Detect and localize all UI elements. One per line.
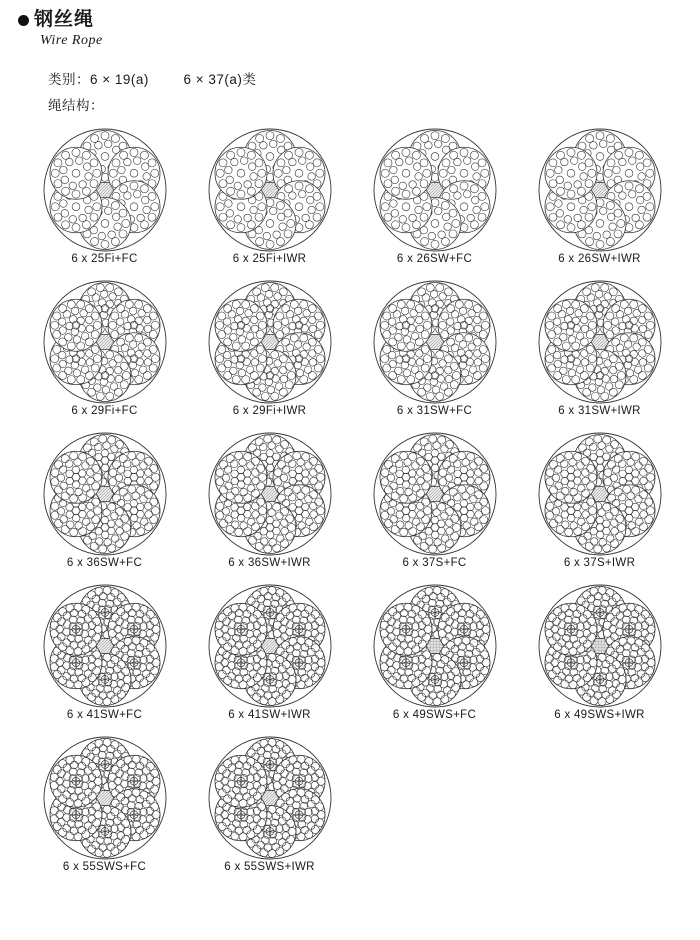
rope-cross-section-diagram — [40, 733, 170, 863]
rope-cross-section-diagram — [535, 429, 665, 559]
rope-caption: 6 x 49SWS+IWR — [554, 709, 645, 721]
rope-caption: 6 x 41SW+FC — [66, 709, 143, 721]
rope-cross-section-diagram — [205, 429, 335, 559]
category-text: 类别：6 × 19(a) — [48, 71, 149, 87]
rope-cell — [187, 277, 352, 429]
title-row — [18, 10, 700, 31]
rope-cell — [517, 277, 682, 429]
rope-caption: 6 x 25Fi+FC — [71, 253, 138, 265]
rope-caption: 6 x 31SW+FC — [396, 405, 473, 417]
bullet-dot-icon — [18, 15, 29, 26]
rope-cell — [352, 125, 517, 277]
rope-cross-section-diagram — [535, 277, 665, 407]
rope-caption: 6 x 29Fi+IWR — [232, 405, 307, 417]
rope-cell — [187, 125, 352, 277]
rope-cross-section-diagram — [205, 277, 335, 407]
rope-caption: 6 x 49SWS+FC — [392, 709, 477, 721]
rope-cell — [22, 277, 187, 429]
rope-cross-section-diagram — [535, 125, 665, 255]
rope-cross-section-diagram — [370, 429, 500, 559]
rope-caption: 6 x 25Fi+IWR — [232, 253, 307, 265]
rope-cross-section-diagram — [370, 125, 500, 255]
rope-caption: 6 x 26SW+FC — [396, 253, 473, 265]
rope-diagram-grid — [22, 125, 682, 885]
rope-cell — [22, 429, 187, 581]
rope-cell — [187, 581, 352, 733]
rope-cross-section-diagram — [40, 581, 170, 711]
rope-caption: 6 x 55SWS+IWR — [224, 861, 315, 873]
rope-cell — [517, 429, 682, 581]
category-text-2: 6 × 37(a)类 — [183, 71, 257, 87]
rope-cross-section-diagram — [205, 581, 335, 711]
rope-caption: 6 x 29Fi+FC — [71, 405, 138, 417]
rope-caption: 6 x 55SWS+FC — [62, 861, 147, 873]
rope-cell — [352, 429, 517, 581]
rope-caption: 6 x 37S+FC — [402, 557, 467, 569]
rope-cross-section-diagram — [40, 125, 170, 255]
rope-caption: 6 x 26SW+IWR — [558, 253, 641, 265]
category-line — [48, 67, 700, 93]
rope-cell — [517, 125, 682, 277]
rope-cross-section-diagram — [40, 277, 170, 407]
rope-cross-section-diagram — [205, 125, 335, 255]
rope-cell — [22, 125, 187, 277]
rope-cross-section-diagram — [370, 581, 500, 711]
rope-caption: 6 x 31SW+IWR — [558, 405, 641, 417]
rope-caption: 6 x 36SW+FC — [66, 557, 143, 569]
rope-caption: 6 x 41SW+IWR — [228, 709, 311, 721]
page-title-en: Wire Rope — [40, 32, 103, 48]
rope-cell — [22, 581, 187, 733]
rope-caption: 6 x 36SW+IWR — [228, 557, 311, 569]
rope-cross-section-diagram — [205, 733, 335, 863]
rope-cell — [22, 733, 187, 885]
page-title-cn: 钢丝绳 — [34, 9, 95, 30]
page-header — [0, 0, 700, 119]
rope-cross-section-diagram — [40, 429, 170, 559]
rope-cross-section-diagram — [535, 581, 665, 711]
structure-line: 绳结构： — [48, 97, 104, 113]
rope-cell — [187, 733, 352, 885]
rope-caption: 6 x 37S+IWR — [563, 557, 636, 569]
meta-block — [48, 67, 700, 119]
rope-cell — [352, 277, 517, 429]
rope-cell — [352, 581, 517, 733]
rope-cell — [187, 429, 352, 581]
rope-cross-section-diagram — [370, 277, 500, 407]
rope-cell — [517, 581, 682, 733]
